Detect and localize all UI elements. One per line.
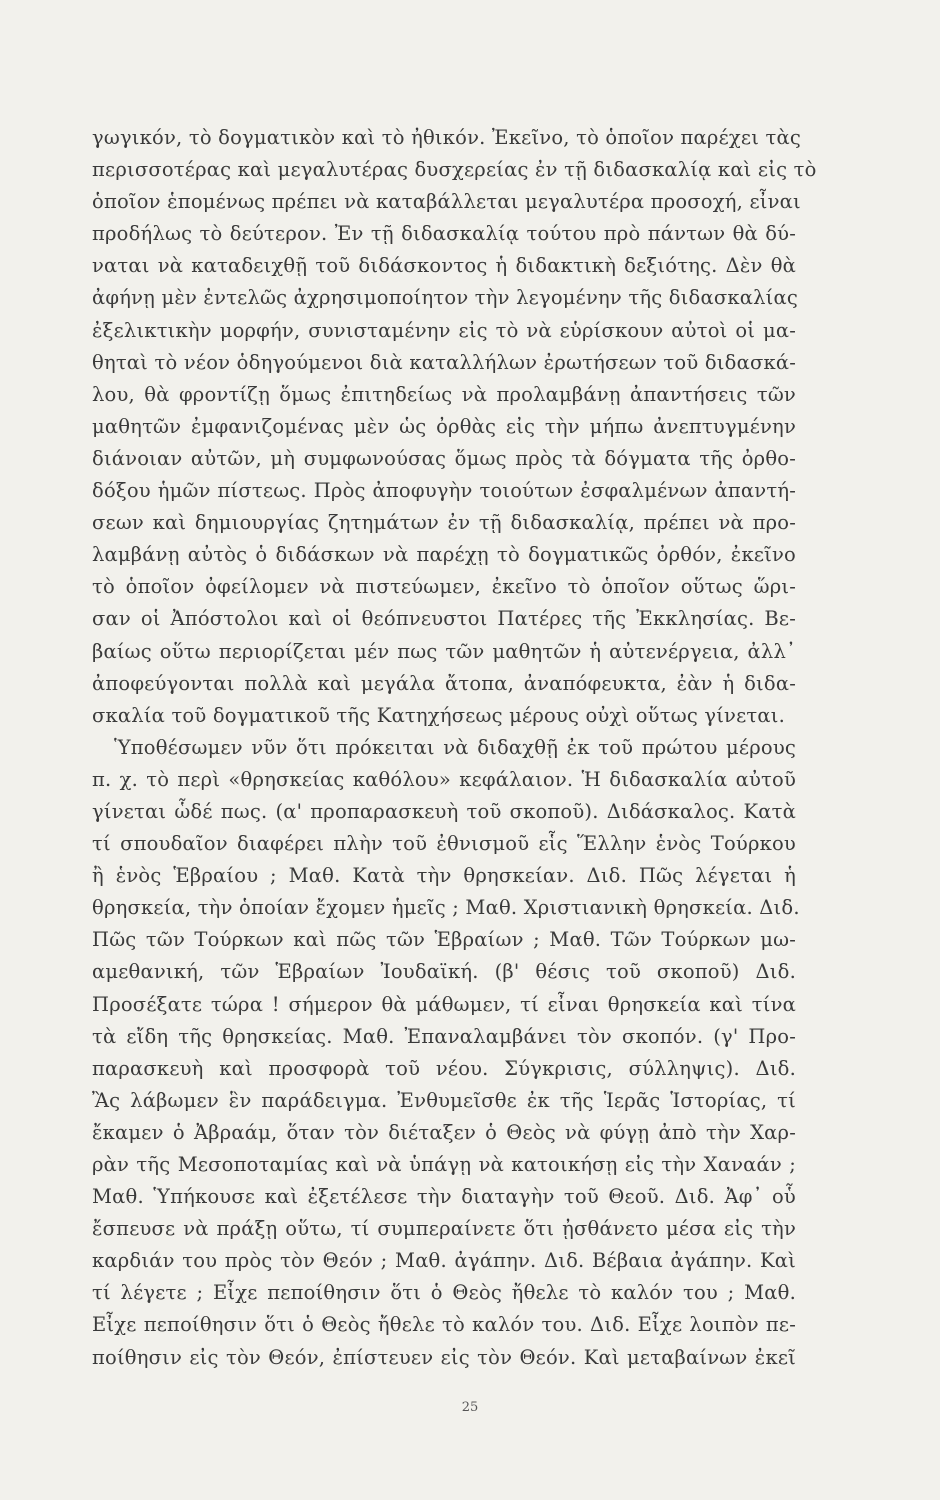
text-line: τὰ εἴδη τῆς θρησκείας. Μαθ. Ἐπαναλαμβάνει τὸν σκοπόν. (γ' Προ-	[92, 1024, 796, 1048]
text-line: ναται νὰ καταδειχθῇ τοῦ διδάσκοντος ἡ διδακτικὴ δεξιότης. Δὲν θὰ	[92, 254, 796, 278]
text-line: ἀποφεύγονται πολλὰ καὶ μεγάλα ἄτοπα, ἀναπόφευκτα, ἐὰν ἡ διδα-	[92, 671, 796, 695]
text-line: γίνεται ὧδέ πως. (α' προπαρασκευὴ τοῦ σκοποῦ). Διδάσκαλος. Κατὰ	[92, 799, 796, 823]
text-line: θρησκεία, τὴν ὁποίαν ἔχομεν ἡμεῖς ; Μαθ. Χριστιανικὴ θρησκεία. Διδ.	[92, 896, 800, 920]
text-line: Μαθ. Ὑπήκουσε καὶ ἐξετέλεσε τὴν διαταγὴν τοῦ Θεοῦ. Διδ. Ἀφ᾽ οὗ	[92, 1185, 796, 1209]
text-line: Ἂς λάβωμεν ἓν παράδειγμα. Ἐνθυμεῖσθε ἐκ τῆς Ἱερᾶς Ἱστορίας, τί	[92, 1088, 796, 1112]
text-line: ἐξελικτικὴν μορφήν, συνισταμένην εἰς τὸ νὰ εὑρίσκουν αὐτοὶ οἱ μα-	[92, 318, 796, 342]
text-line: Εἶχε πεποίθησιν ὅτι ὁ Θεὸς ἤθελε τὸ καλόν του. Διδ. Εἶχε λοιπὸν πε-	[92, 1313, 796, 1337]
text-line: θηταὶ τὸ νέον ὁδηγούμενοι διὰ καταλλήλων ἐρωτήσεων τοῦ διδασκά-	[92, 350, 796, 374]
text-line: παρασκευὴ καὶ προσφορὰ τοῦ νέου. Σύγκρισις, σύλληψις). Διδ.	[92, 1056, 796, 1080]
text-line: διάνοιαν αὐτῶν, μὴ συμφωνούσας ὅμως πρὸς τὰ δόγματα τῆς ὀρθο-	[92, 446, 796, 470]
page-text	[92, 122, 817, 1374]
text-line: ἔσπευσε νὰ πράξῃ οὕτω, τί συμπεραίνετε ὅτι ᾐσθάνετο μέσα εἰς τὴν	[92, 1217, 796, 1241]
text-line: δόξου ἡμῶν πίστεως. Πρὸς ἀποφυγὴν τοιούτων ἐσφαλμένων ἀπαντή-	[92, 479, 796, 503]
paragraphs	[92, 122, 817, 1374]
paragraph	[92, 732, 800, 1374]
text-line: ἔκαμεν ὁ Ἀβραάμ, ὅταν τὸν διέταξεν ὁ Θεὸς νὰ φύγῃ ἀπὸ τὴν Χαρ-	[92, 1120, 796, 1144]
text-line: ἀφήνῃ μὲν ἐντελῶς ἀχρησιμοποίητον τὴν λεγομένην τῆς διδασκαλίας	[92, 286, 798, 310]
text-line: ποίθησιν εἰς τὸν Θεόν, ἐπίστευεν εἰς τὸν Θεόν. Καὶ μεταβαίνων ἐκεῖ	[92, 1345, 796, 1369]
paragraph	[92, 122, 817, 732]
text-line: μαθητῶν ἐμφανιζομένας μὲν ὡς ὀρθὰς εἰς τὴν μήπω ἀνεπτυγμένην	[92, 414, 796, 438]
text-line: γωγικόν, τὸ δογματικὸν καὶ τὸ ἠθικόν. Ἐκεῖνο, τὸ ὁποῖον παρέχει τὰς	[92, 126, 801, 149]
text-line: τί λέγετε ; Εἶχε πεποίθησιν ὅτι ὁ Θεὸς ἤθελε τὸ καλόν του ; Μαθ.	[92, 1281, 796, 1305]
text-line: ἢ ἑνὸς Ἑβραίου ; Μαθ. Κατὰ τὴν θρησκείαν. Διδ. Πῶς λέγεται ἡ	[92, 864, 796, 888]
text-line: ρὰν τῆς Μεσοποταμίας καὶ νὰ ὑπάγῃ νὰ κατοικήσῃ εἰς τὴν Χαναάν ;	[92, 1153, 796, 1176]
text-line: αμεθανική, τῶν Ἑβραίων Ἰουδαϊκή. (β' θέσις τοῦ σκοποῦ) Διδ.	[92, 960, 796, 984]
text-line: βαίως οὕτω περιορίζεται μέν πως τῶν μαθητῶν ἡ αὐτενέργεια, ἀλλ᾽	[92, 639, 796, 663]
text-line: σαν οἱ Ἀπόστολοι καὶ οἱ θεόπνευστοι Πατέρες τῆς Ἐκκλησίας. Βε-	[92, 607, 796, 631]
text-line: προδήλως τὸ δεύτερον. Ἐν τῇ διδασκαλίᾳ τούτου πρὸ πάντων θὰ δύ-	[92, 222, 796, 246]
text-line: τί σπουδαῖον διαφέρει πλὴν τοῦ ἐθνισμοῦ εἷς Ἕλλην ἑνὸς Τούρκου	[92, 832, 796, 856]
text-line: Πῶς τῶν Τούρκων καὶ πῶς τῶν Ἑβραίων ; Μαθ. Τῶν Τούρκων μω-	[92, 928, 796, 952]
text-line: καρδιάν του πρὸς τὸν Θεόν ; Μαθ. ἀγάπην. Διδ. Βέβαια ἀγάπην. Καὶ	[92, 1249, 796, 1273]
text-line: Ὑποθέσωμεν νῦν ὅτι πρόκειται νὰ διδαχθῇ ἐκ τοῦ πρώτου μέρους	[114, 735, 796, 759]
page-number: 25	[461, 1400, 479, 1415]
text-line: τὸ ὁποῖον ὀφείλομεν νὰ πιστεύωμεν, ἐκεῖνο τὸ ὁποῖον οὕτως ὥρι-	[92, 575, 796, 599]
text-line: ὁποῖον ἑπομένως πρέπει νὰ καταβάλλεται μεγαλυτέρα προσοχή, εἶναι	[92, 190, 801, 214]
text-line: λου, θὰ φροντίζῃ ὅμως ἐπιτηδείως νὰ προλαμβάνῃ ἀπαντήσεις τῶν	[92, 382, 796, 406]
text-line: περισσοτέρας καὶ μεγαλυτέρας δυσχερείας ἐν τῇ διδασκαλίᾳ καὶ εἰς τὸ	[92, 158, 817, 182]
text-line: Προσέξατε τώρα ! σήμερον θὰ μάθωμεν, τί εἶναι θρησκεία καὶ τίνα	[92, 992, 796, 1016]
text-line: σεων καὶ δημιουργίας ζητημάτων ἐν τῇ διδασκαλίᾳ, πρέπει νὰ προ-	[92, 511, 796, 535]
text-line: σκαλία τοῦ δογματικοῦ τῆς Κατηχήσεως μέρους οὐχὶ οὕτως γίνεται.	[92, 703, 786, 727]
text-line: π. χ. τὸ περὶ «θρησκείας καθόλου» κεφάλαιον. Ἡ διδασκαλία αὐτοῦ	[92, 767, 796, 791]
text-line: λαμβάνῃ αὐτὸς ὁ διδάσκων νὰ παρέχῃ τὸ δογματικῶς ὀρθόν, ἐκεῖνο	[92, 543, 796, 567]
